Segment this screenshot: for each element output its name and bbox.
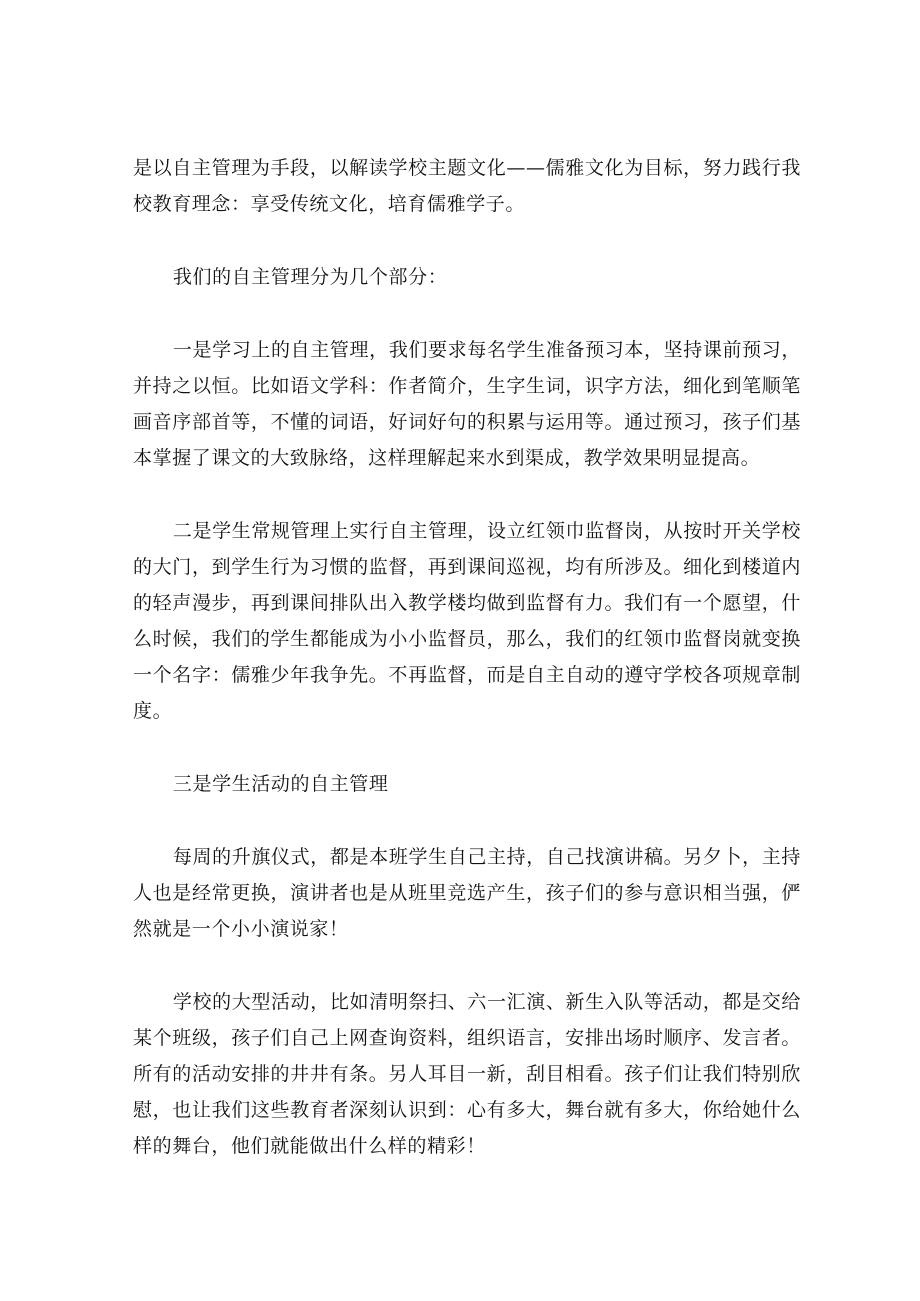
paragraph-large-activities: 学校的大型活动，比如清明祭扫、六一汇演、新生入队等活动，都是交给某个班级，孩子们自己上网查询资料，组织语言，安排出场时顺序、发言者。所有的活动安排的井井有条。另人耳目一新，刮目相看。孩子们让我们特别欣慰，也让我们这些教育者深刻认识到：心有多大，舞台就有多大，你给她什么样的舞台，他们就能做出什么样的精彩！	[133, 991, 801, 1157]
paragraph-routine-management: 二是学生常规管理上实行自主管理，设立红领巾监督岗，从按时开关学校的大门，到学生行为习惯的监督，再到课间巡视，均有所涉及。细化到楼道内的轻声漫步，再到课间排队出入教学楼均做到监督有力。我们有一个愿望，什么时候，我们的学生都能成为小小监督员，那么，我们的红领巾监督岗就变换一个名字：儒雅少年我争先。不再监督，而是自主自动的遵守学校各项规章制度。	[133, 520, 801, 722]
paragraph-flag-ceremony: 每周的升旗仪式，都是本班学生自己主持，自己找演讲稿。另夕卜，主持人也是经常更换，演讲者也是从班里竞选产生，孩子们的参与意识相当强，俨然就是一个小小演说家！	[133, 846, 801, 940]
paragraph-intro: 我们的自主管理分为几个部分：	[172, 266, 448, 288]
paragraph-study-management: 一是学习上的自主管理，我们要求每名学生准备预习本，坚持课前预习，并持之以恒。比如语文学科：作者简介，生字生词，识字方法，细化到笔顺笔画音序部首等，不懂的词语，好词好句的积累与运用等。通过预习，孩子们基本掌握了课文的大致脉络，这样理解起来水到渠成，教学效果明显提高。	[133, 339, 801, 469]
paragraph-activity-heading: 三是学生活动的自主管理	[172, 773, 389, 795]
document-body	[133, 150, 801, 1201]
paragraph-continuation: 是以自主管理为手段，以解读学校主题文化——儒雅文化为目标，努力践行我校教育理念：享受传统文化，培育儒雅学子。	[133, 157, 801, 215]
